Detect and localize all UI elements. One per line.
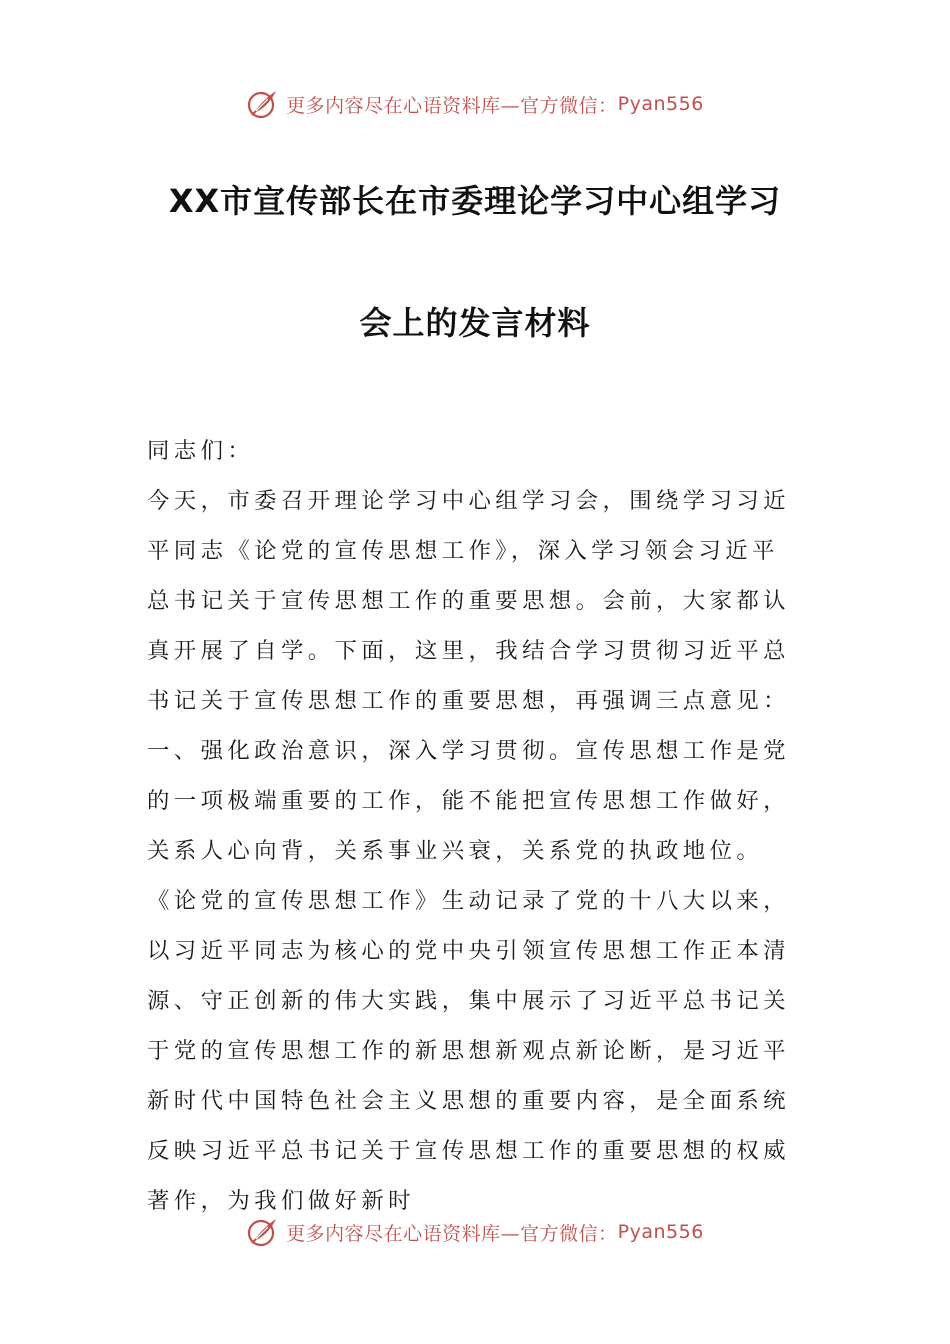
document-body (147, 426, 805, 1226)
quill-pen-logo-icon (246, 1215, 280, 1249)
quill-pen-logo-icon (246, 87, 280, 121)
section-one-paragraph: 一、强化政治意识，深入学习贯彻。宣传思想工作是党的一项极端重要的工作，能不能把宣传思想工作做好，关系人心向背，关系事业兴衰，关系党的执政地位。《论党的宣传思想工作》生动记录了党的十八大以来，以习近平同志为核心的党中央引领宣传思想工作正本清源、守正创新的伟大实践，集中展示了习近平总书记关于党的宣传思想工作的新思想新观点新论断，是习近平新时代中国特色社会主义思想的重要内容，是全面系统反映习近平总书记关于宣传思想工作的重要思想的权威著作，为我们做好新时 (147, 738, 790, 1214)
salutation-paragraph: 同志们： (147, 438, 255, 464)
document-title-line-1: XX市宣传部长在市委理论学习中心组学习 (168, 182, 782, 220)
document-title-line-2: 会上的发言材料 (359, 304, 591, 342)
wechat-id: Pyan556 (617, 1221, 704, 1243)
banner-text: 更多内容尽在心语资料库—官方微信： (286, 1222, 618, 1245)
wechat-id: Pyan556 (617, 93, 704, 115)
banner-text: 更多内容尽在心语资料库—官方微信： (286, 94, 618, 117)
header-banner (0, 84, 950, 124)
intro-paragraph: 今天，市委召开理论学习中心组学习会，围绕学习习近平同志《论党的宣传思想工作》，深入学习领会习近平总书记关于宣传思想工作的重要思想。会前，大家都认真开展了自学。下面，这里，我结合学习贯彻习近平总书记关于宣传思想工作的重要思想，再强调三点意见： (147, 488, 790, 714)
footer-banner (0, 1212, 950, 1252)
